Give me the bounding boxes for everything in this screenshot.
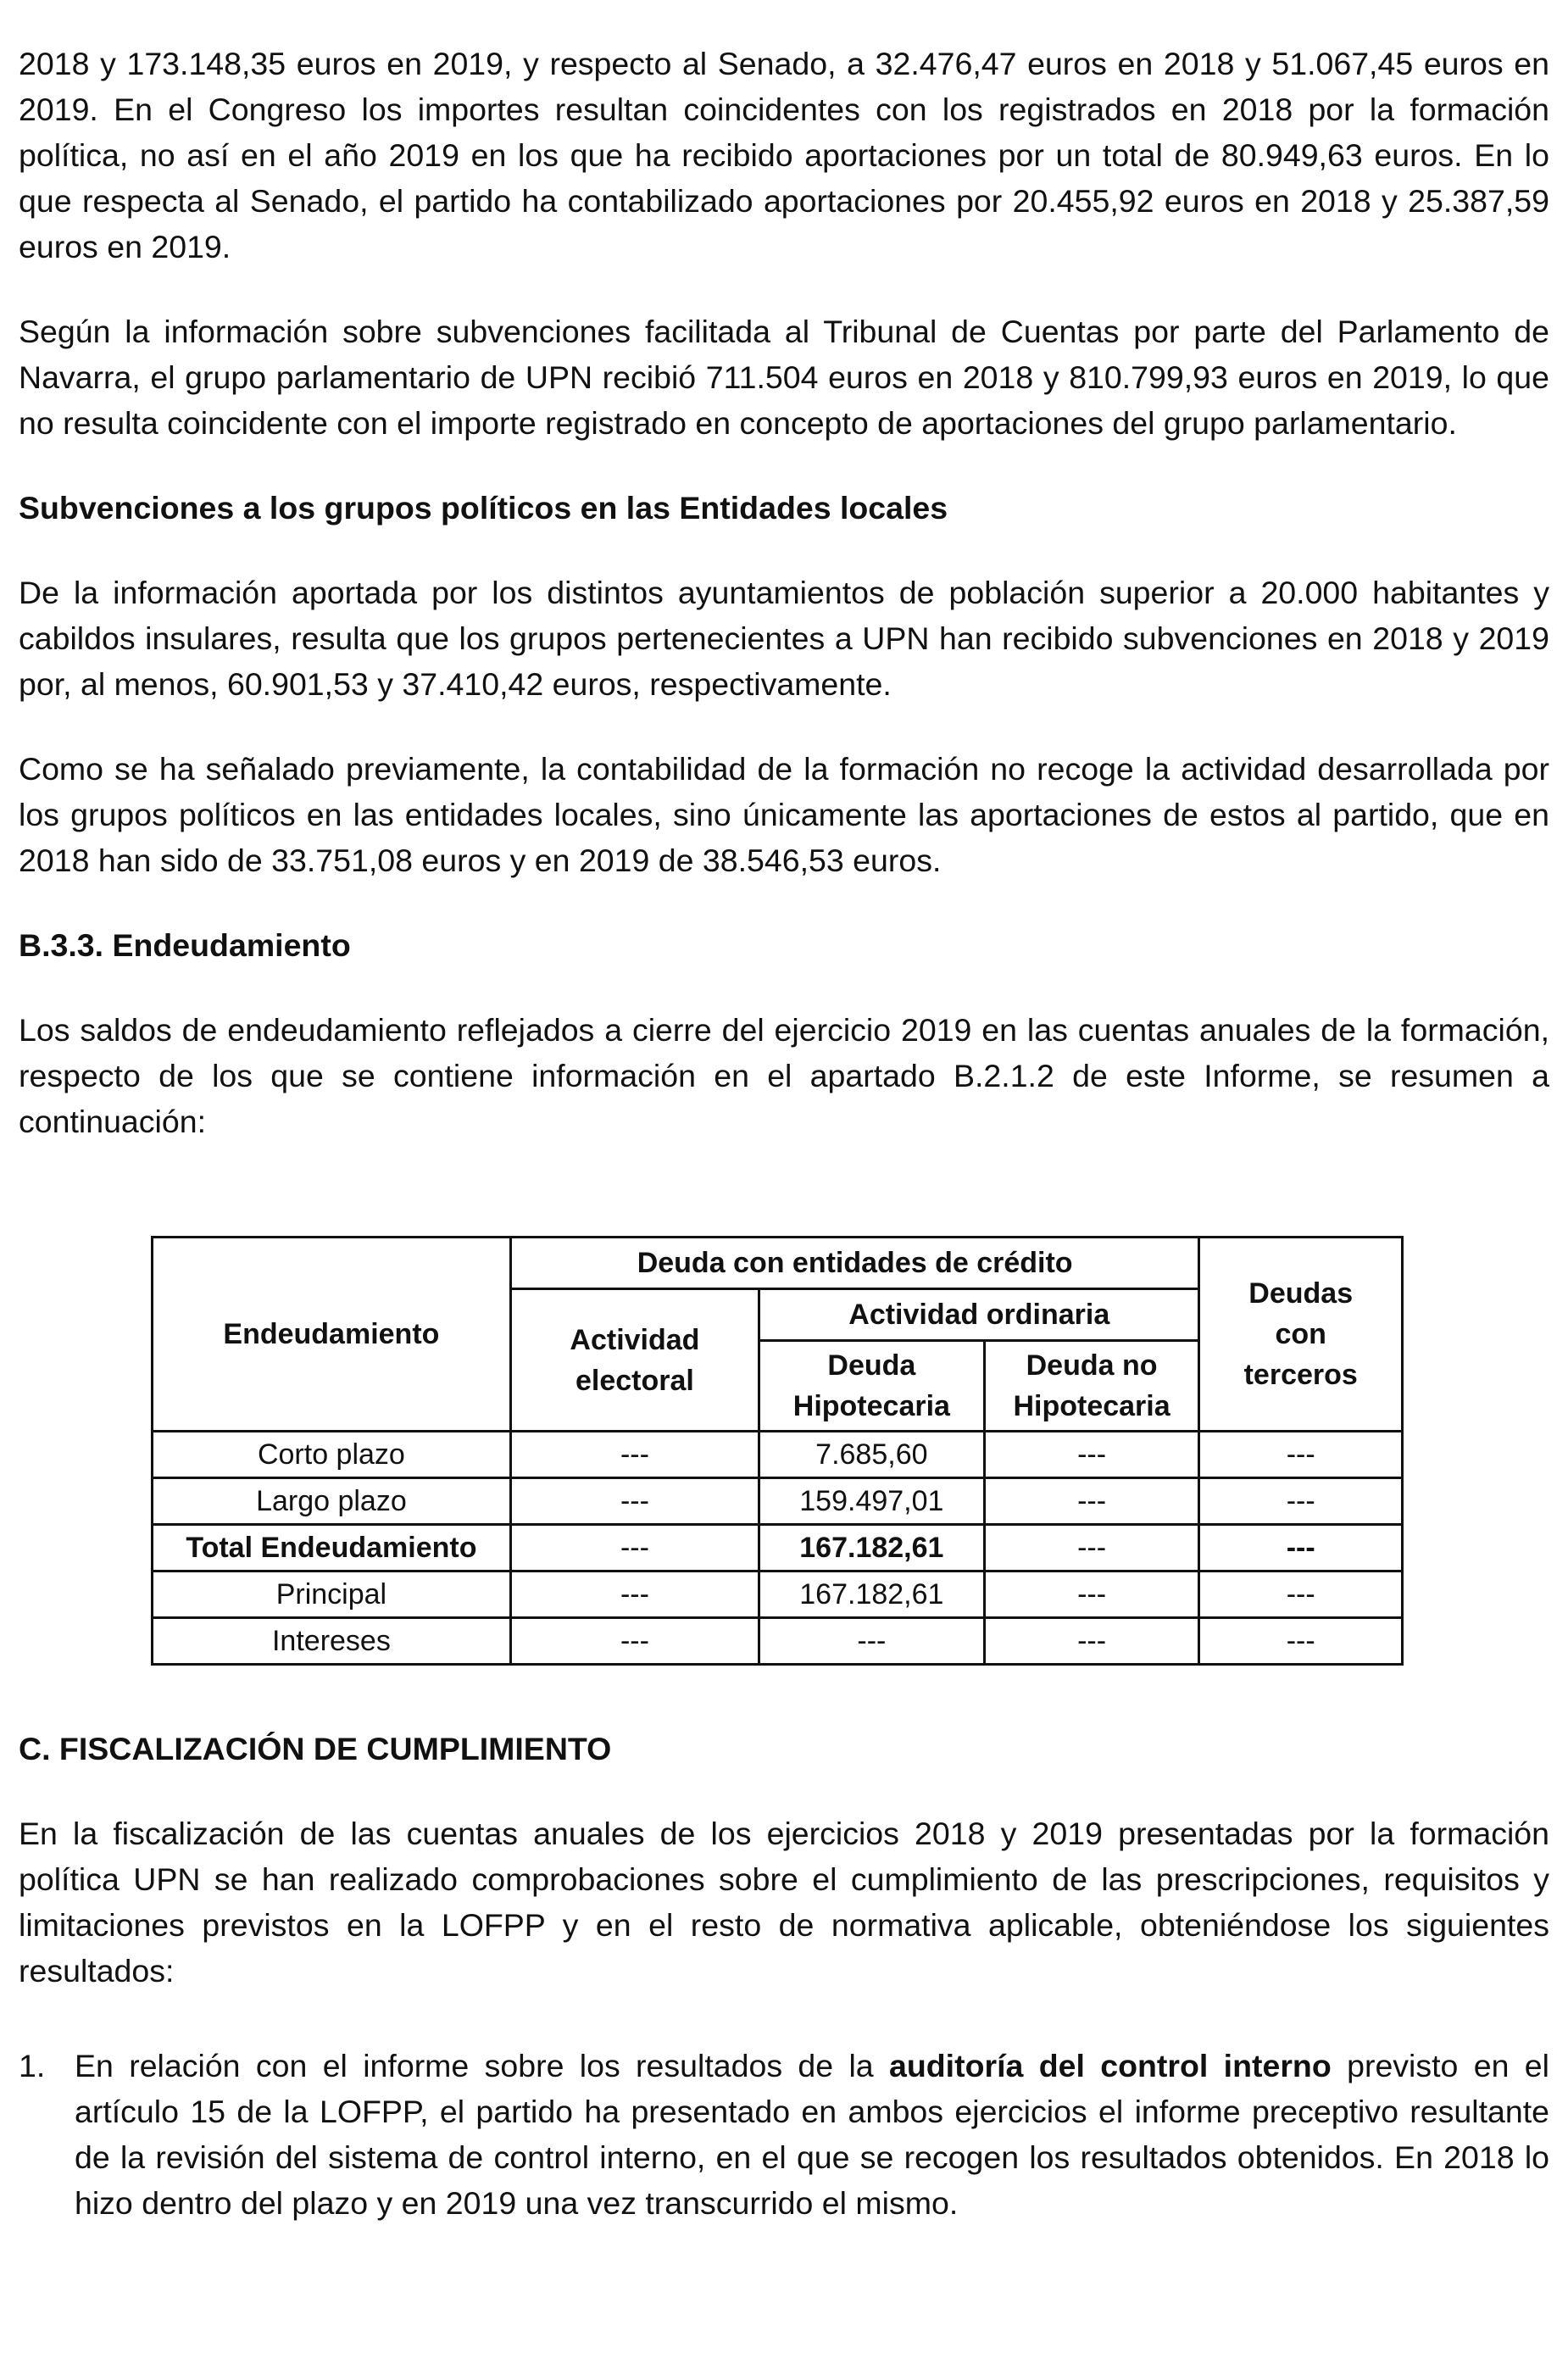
list-number: 1. (19, 2048, 46, 2083)
table-row (153, 1432, 1403, 1478)
document-body (19, 41, 1549, 1144)
row-label: Intereses (153, 1618, 511, 1665)
section-c (19, 1726, 1549, 1994)
row-label: Largo plazo (153, 1478, 511, 1525)
cell-no-hipotecaria: --- (984, 1525, 1199, 1571)
header-deudas-terceros: Deudas con terceros (1199, 1238, 1403, 1432)
list-item (19, 2043, 1549, 2226)
cell-electoral: --- (510, 1571, 759, 1618)
cell-terceros: --- (1199, 1618, 1403, 1665)
row-label: Principal (153, 1571, 511, 1618)
debt-table (151, 1236, 1404, 1666)
heading-subvenciones-locales: Subvenciones a los grupos políticos en las Entidades locales (19, 490, 948, 526)
header-actividad-electoral: Actividad electoral (510, 1289, 759, 1432)
cell-hipotecaria: 167.182,61 (759, 1525, 985, 1571)
cell-electoral: --- (510, 1525, 759, 1571)
cell-electoral: --- (510, 1432, 759, 1478)
cell-terceros: --- (1199, 1571, 1403, 1618)
header-deuda-hipotecaria: Deuda Hipotecaria (759, 1341, 985, 1432)
bold-phrase: auditoría del control interno (889, 2048, 1332, 2083)
cell-terceros: --- (1199, 1525, 1403, 1571)
paragraph-ayuntamientos: De la información aportada por los distintos ayuntamientos de población superior a 20.000 habitantes y cabildos insulares, resulta que los grupos pertenecientes a UPN han recibido subvenciones en 2018 y 2019 por, al menos, 60.901,53 y 37.410,42 euros, respectivamente. (19, 575, 1549, 702)
paragraph-saldos: Los saldos de endeudamiento reflejados a cierre del ejercicio 2019 en las cuentas anuales de la formación, respecto de los que se contiene información en el apartado B.2.1.2 de este Informe, se resumen a continuación: (19, 1012, 1549, 1139)
header-deuda-no-hipotecaria: Deuda no Hipotecaria (984, 1341, 1199, 1432)
paragraph-senado-congreso: 2018 y 173.148,35 euros en 2019, y respecto al Senado, a 32.476,47 euros en 2018 y 51.067,45 euros en 2019. En el Congreso los importes resultan coincidentes con los registrados en 2018 por la formación política, no así en el año 2019 en los que ha recibido aportaciones por un total de 80.949,63 euros. En lo que respecta al Senado, el partido ha contabilizado aportaciones por 20.455,92 euros en 2018 y 25.387,59 euros en 2019. (19, 46, 1549, 264)
cell-no-hipotecaria: --- (984, 1432, 1199, 1478)
table-row-total (153, 1525, 1403, 1571)
table-row (153, 1618, 1403, 1665)
list-text: En relación con el informe sobre los resultados de la auditoría del control interno previsto en el artículo 15 de la LOFPP, el partido ha presentado en ambos ejercicios el informe preceptivo resultante de la revisión del sistema de control interno, en el que se recogen los resultados obtenidos. En 2018 lo hizo dentro del plazo y en 2019 una vez transcurrido el mismo. (75, 2048, 1549, 2221)
paragraph-contabilidad: Como se ha señalado previamente, la contabilidad de la formación no recoge la actividad desarrollada por los grupos políticos en las entidades locales, sino únicamente las aportaciones de estos al partido, que en 2018 han sido de 33.751,08 euros y en 2019 de 38.546,53 euros. (19, 751, 1549, 878)
heading-fiscalizacion: C. FISCALIZACIÓN DE CUMPLIMIENTO (19, 1731, 612, 1766)
table-row (153, 1571, 1403, 1618)
cell-terceros: --- (1199, 1432, 1403, 1478)
cell-hipotecaria: --- (759, 1618, 985, 1665)
paragraph-parlamento-navarra: Según la información sobre subvenciones facilitada al Tribunal de Cuentas por parte del Parlamento de Navarra, el grupo parlamentario de UPN recibió 711.504 euros en 2018 y 810.799,93 euros en 2019, lo que no resulta coincidente con el importe registrado en concepto de aportaciones del grupo parlamentario. (19, 314, 1549, 441)
cell-hipotecaria: 7.685,60 (759, 1432, 985, 1478)
cell-no-hipotecaria: --- (984, 1571, 1199, 1618)
header-actividad-ordinaria: Actividad ordinaria (759, 1289, 1199, 1341)
cell-no-hipotecaria: --- (984, 1478, 1199, 1525)
cell-terceros: --- (1199, 1478, 1403, 1525)
cell-hipotecaria: 159.497,01 (759, 1478, 985, 1525)
cell-electoral: --- (510, 1478, 759, 1525)
row-label: Corto plazo (153, 1432, 511, 1478)
heading-endeudamiento: B.3.3. Endeudamiento (19, 927, 351, 963)
header-endeudamiento: Endeudamiento (153, 1238, 511, 1432)
table-row (153, 1478, 1403, 1525)
cell-electoral: --- (510, 1618, 759, 1665)
cell-no-hipotecaria: --- (984, 1618, 1199, 1665)
numbered-list (19, 2043, 1549, 2226)
cell-hipotecaria: 167.182,61 (759, 1571, 985, 1618)
row-label: Total Endeudamiento (153, 1525, 511, 1571)
paragraph-fiscalizacion: En la fiscalización de las cuentas anuales de los ejercicios 2018 y 2019 presentadas por la formación política UPN se han realizado comprobaciones sobre el cumplimiento de las prescripciones, requisitos y limitaciones previstos en la LOFPP y en el resto de normativa aplicable, obteniéndose los siguientes resultados: (19, 1816, 1549, 1989)
header-deuda-credito: Deuda con entidades de crédito (510, 1238, 1199, 1289)
